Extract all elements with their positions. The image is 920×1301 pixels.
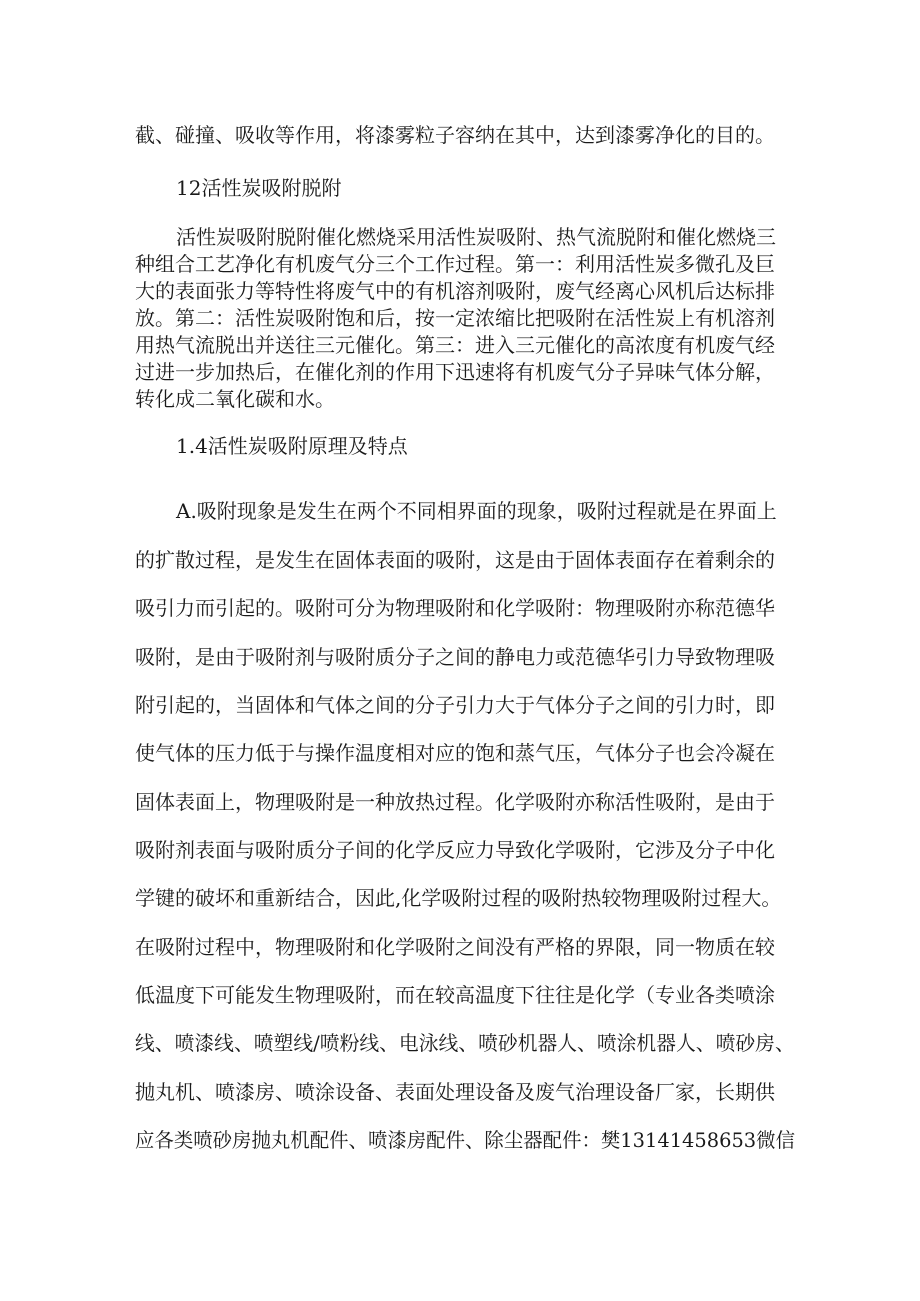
paragraph-line: 使气体的压力低于与操作温度相对应的饱和蒸气压，气体分子也会冷凝在 (135, 741, 775, 765)
paragraph-line: 吸引力而引起的。吸附可分为物理吸附和化学吸附：物理吸附亦称范德华 (135, 596, 775, 620)
section-12-heading: 12活性炭吸附脱附 (176, 176, 342, 200)
paragraph-line: 固体表面上，物理吸附是一种放热过程。化学吸附亦称活性吸附，是由于 (135, 790, 775, 814)
paragraph-line: 吸附剂表面与吸附质分子间的化学反应力导致化学吸附，它涉及分子中化 (135, 838, 775, 862)
paragraph-line: 吸附，是由于吸附剂与吸附质分子之间的静电力或范德华引力导致物理吸 (135, 645, 775, 669)
paragraph-line: 线、喷漆线、喷塑线/喷粉线、电泳线、喷砂机器人、喷涂机器人、喷砂房、 (135, 1031, 795, 1055)
paragraph-line: 大的表面张力等特性将废气中的有机溶剂吸附，废气经离心风机后达标排 (135, 279, 775, 303)
paragraph-line: 放。第二：活性炭吸附饱和后，按一定浓缩比把吸附在活性炭上有机溶剂 (135, 306, 775, 330)
intro-line: 截、碰撞、吸收等作用，将漆雾粒子容纳在其中，达到漆雾净化的目的。 (135, 123, 775, 147)
paragraph-line: 转化成二氧化碳和水。 (135, 387, 335, 411)
paragraph-line: 过进一步加热后，在催化剂的作用下迅速将有机废气分子异味气体分解， (135, 360, 775, 384)
paragraph-line: 应各类喷砂房抛丸机配件、喷漆房配件、除尘器配件：樊13141458653微信 (135, 1128, 795, 1152)
paragraph-line: 活性炭吸附脱附催化燃烧采用活性炭吸附、热气流脱附和催化燃烧三 (176, 225, 776, 249)
paragraph-line: 用热气流脱出并送往三元催化。第三：进入三元催化的高浓度有机废气经 (135, 333, 775, 357)
paragraph-line: A.吸附现象是发生在两个不同相界面的现象，吸附过程就是在界面上 (176, 499, 777, 523)
paragraph-line: 的扩散过程，是发生在固体表面的吸附，这是由于固体表面存在着剩余的 (135, 548, 775, 572)
paragraph-line: 在吸附过程中，物理吸附和化学吸附之间没有严格的界限，同一物质在较 (135, 935, 775, 959)
paragraph-line: 种组合工艺净化有机废气分三个工作过程。第一：利用活性炭多微孔及巨 (135, 252, 775, 276)
section-14-heading: 1.4活性炭吸附原理及特点 (176, 434, 408, 458)
paragraph-line: 附引起的，当固体和气体之间的分子引力大于气体分子之间的引力时，即 (135, 693, 775, 717)
paragraph-line: 学键的破坏和重新结合，因此,化学吸附过程的吸附热较物理吸附过程大。 (135, 886, 782, 910)
paragraph-line: 低温度下可能发生物理吸附，而在较高温度下往往是化学（专业各类喷涂 (135, 983, 775, 1007)
paragraph-line: 抛丸机、喷漆房、喷涂设备、表面处理设备及废气治理设备厂家，长期供 (135, 1080, 775, 1104)
